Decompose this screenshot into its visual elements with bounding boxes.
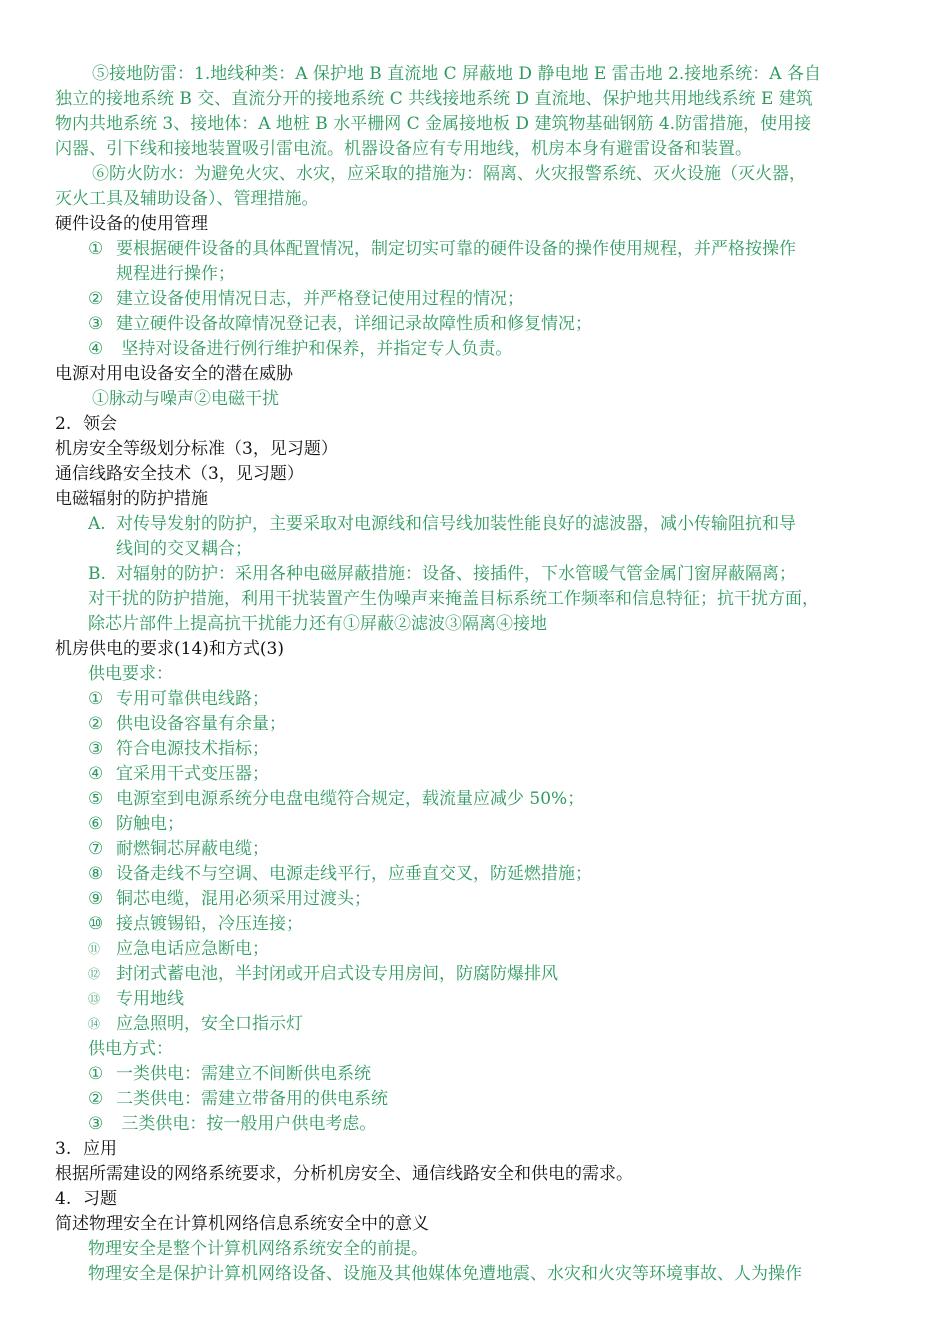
- item-number: ⑪: [88, 942, 101, 956]
- item-number: ⑩: [88, 914, 104, 934]
- emr-item-a-cont: 线间的交叉耦合；: [116, 539, 252, 559]
- supply-requirement-item: [88, 737, 269, 762]
- item-text: 应急照明，安全口指示灯: [116, 1014, 303, 1034]
- item-text: 电源室到电源系统分电盘电缆符合规定，载流量应减少 50%；: [116, 789, 585, 809]
- item-text: 耐燃铜芯屏蔽电缆；: [116, 839, 269, 859]
- supply-requirement-item: [88, 887, 371, 912]
- item-number: ④: [88, 339, 104, 359]
- item-text: 建立设备使用情况日志，并严格登记使用过程的情况；: [116, 289, 524, 309]
- supply-requirement-item: [88, 862, 592, 887]
- item-text: 对传导发射的防护，主要采取对电源线和信号线加装性能良好的滤波器，减小传输阻抗和导: [116, 514, 796, 534]
- section-number: 3.: [55, 1139, 72, 1159]
- item-text: 供电设备容量有余量；: [116, 714, 286, 734]
- item-text: 一类供电：需建立不间断供电系统: [116, 1064, 371, 1084]
- item-text: 设备走线不与空调、电源走线平行，应垂直交叉，防延燃措施；: [116, 864, 592, 884]
- supply-requirement-item: [88, 837, 269, 862]
- item-number: ⑨: [88, 889, 104, 909]
- item-label: A.: [88, 514, 106, 534]
- level-standard-line: 机房安全等级划分标准（3，见习题）: [55, 439, 338, 459]
- item-label: B.: [88, 564, 106, 584]
- section-number: 2.: [55, 414, 72, 434]
- exercise-question: 简述物理安全在计算机网络信息系统安全中的意义: [55, 1214, 429, 1234]
- item-text: 符合电源技术指标；: [116, 739, 269, 759]
- section-number: 4.: [55, 1189, 72, 1209]
- item-number: ⑥: [88, 814, 104, 834]
- item-text: 封闭式蓄电池，半封闭或开启式设专用房间，防腐防爆排风: [116, 964, 558, 984]
- supply-mode-item: [88, 1112, 376, 1137]
- supply-mode-item: [88, 1087, 388, 1112]
- item-number: ⑭: [88, 1017, 101, 1031]
- exercise-answer-2: 物理安全是保护计算机网络设备、设施及其他媒体免遭地震、水灾和火灾等环境事故、人为操作: [88, 1264, 802, 1284]
- section-4-heading: [55, 1187, 117, 1212]
- grounding-line-4: 闪器、引下线和接地装置吸引雷电流。机器设备应有专用地线，机房本身有避雷设备和装置。: [55, 139, 752, 159]
- apply-text: 根据所需建设的网络系统要求，分析机房安全、通信线路安全和供电的需求。: [55, 1164, 633, 1184]
- item-text: 建立硬件设备故障情况登记表，详细记录故障性质和修复情况；: [116, 314, 592, 334]
- supply-requirement-item: [88, 912, 303, 937]
- emr-item-b: [88, 562, 796, 587]
- hardware-item: [88, 337, 512, 362]
- item-number: ⑧: [88, 864, 104, 884]
- section-title: 应用: [83, 1139, 117, 1159]
- section-2-heading: [55, 412, 117, 437]
- item-number: ①: [88, 1064, 104, 1084]
- item-number: ②: [88, 1089, 104, 1109]
- exercise-answer-1: 物理安全是整个计算机网络系统安全的前提。: [88, 1239, 428, 1259]
- supply-requirement-item: [88, 687, 269, 712]
- item-text: 专用可靠供电线路；: [116, 689, 269, 709]
- item-number: ⑤: [88, 789, 104, 809]
- hardware-item: [88, 237, 796, 262]
- supply-mode-item: [88, 1062, 371, 1087]
- item-text: 专用地线: [116, 989, 184, 1009]
- item-text: 防触电；: [116, 814, 184, 834]
- supply-requirement-item: [88, 762, 269, 787]
- supply-req-label: 供电要求：: [88, 664, 173, 684]
- hardware-item: [88, 262, 235, 287]
- supply-requirement-item: [88, 937, 269, 962]
- item-number: ③: [88, 1114, 104, 1134]
- item-text: 二类供电：需建立带备用的供电系统: [116, 1089, 388, 1109]
- supply-requirement-item: [88, 962, 558, 987]
- item-number: ③: [88, 314, 104, 334]
- item-number: ③: [88, 739, 104, 759]
- supply-mode-label: 供电方式：: [88, 1039, 173, 1059]
- item-text: 宜采用干式变压器；: [116, 764, 269, 784]
- section-3-heading: [55, 1137, 117, 1162]
- power-threat-heading: 电源对用电设备安全的潜在威胁: [55, 364, 293, 384]
- item-number: ①: [88, 689, 104, 709]
- hardware-item: [88, 312, 592, 337]
- item-text: 对辐射的防护：采用各种电磁屏蔽措施：设备、接插件，下水管暖气管金属门窗屏蔽隔离；: [116, 564, 796, 584]
- supply-requirement-item: [88, 1012, 303, 1037]
- grounding-line-1: ⑤接地防雷：1.地线种类：A 保护地 B 直流地 C 屏蔽地 D 静电地 E 雷击地 2.接地系统：A 各自: [92, 64, 821, 84]
- item-text: 接点镀锡铅，冷压连接；: [116, 914, 303, 934]
- section-title: 习题: [83, 1189, 117, 1209]
- emr-item-a: [88, 512, 796, 537]
- item-number: ②: [88, 714, 104, 734]
- grounding-line-3: 物内共地系统 3、接地体：A 地桩 B 水平栅网 C 金属接地板 D 建筑物基础钢筋 4.防雷措施，使用接: [55, 114, 812, 134]
- supply-requirement-item: [88, 712, 286, 737]
- supply-requirement-item: [88, 787, 584, 812]
- item-text: 应急电话应急断电；: [116, 939, 269, 959]
- grounding-line-2: 独立的接地系统 B 交、直流分开的接地系统 C 共线接地系统 D 直流地、保护地共用地线系统 E 建筑: [55, 89, 813, 109]
- item-text: 三类供电：按一般用户供电考虑。: [116, 1114, 377, 1134]
- section-title: 领会: [83, 414, 117, 434]
- item-number: ⑦: [88, 839, 104, 859]
- supply-requirement-item: [88, 812, 184, 837]
- emr-heading: 电磁辐射的防护措施: [55, 489, 208, 509]
- item-number: ①: [88, 239, 104, 259]
- item-text: 坚持对设备进行例行维护和保养，并指定专人负责。: [116, 339, 513, 359]
- hardware-item: [88, 287, 524, 312]
- item-number: ④: [88, 764, 104, 784]
- supply-heading: 机房供电的要求(14)和方式(3): [55, 639, 284, 659]
- item-text: 要根据硬件设备的具体配置情况，制定切实可靠的硬件设备的操作使用规程，并严格按操作: [116, 239, 796, 259]
- fire-line-2: 灭火工具及辅助设备）、管理措施。: [55, 189, 319, 209]
- comm-tech-line: 通信线路安全技术（3，见习题）: [55, 464, 304, 484]
- power-threat-line: ①脉动与噪声②电磁干扰: [92, 389, 279, 409]
- fire-line-1: ⑥防火防水：为避免火灾、水灾，应采取的措施为：隔离、火灾报警系统、灭火设施（灭火器，: [92, 164, 806, 184]
- hardware-heading: 硬件设备的使用管理: [55, 214, 208, 234]
- item-number: ②: [88, 289, 104, 309]
- item-text: 规程进行操作；: [116, 264, 235, 284]
- item-number: ⑬: [88, 992, 101, 1006]
- item-number: ⑫: [88, 967, 101, 981]
- emr-interference-line-1: 对干扰的防护措施，利用干扰装置产生伪噪声来掩盖目标系统工作频率和信息特征；抗干扰方面，: [88, 589, 819, 609]
- emr-interference-line-2: 除芯片部件上提高抗干扰能力还有①屏蔽②滤波③隔离④接地: [88, 614, 547, 634]
- supply-requirement-item: [88, 987, 184, 1012]
- item-text: 铜芯电缆，混用必须采用过渡头；: [116, 889, 371, 909]
